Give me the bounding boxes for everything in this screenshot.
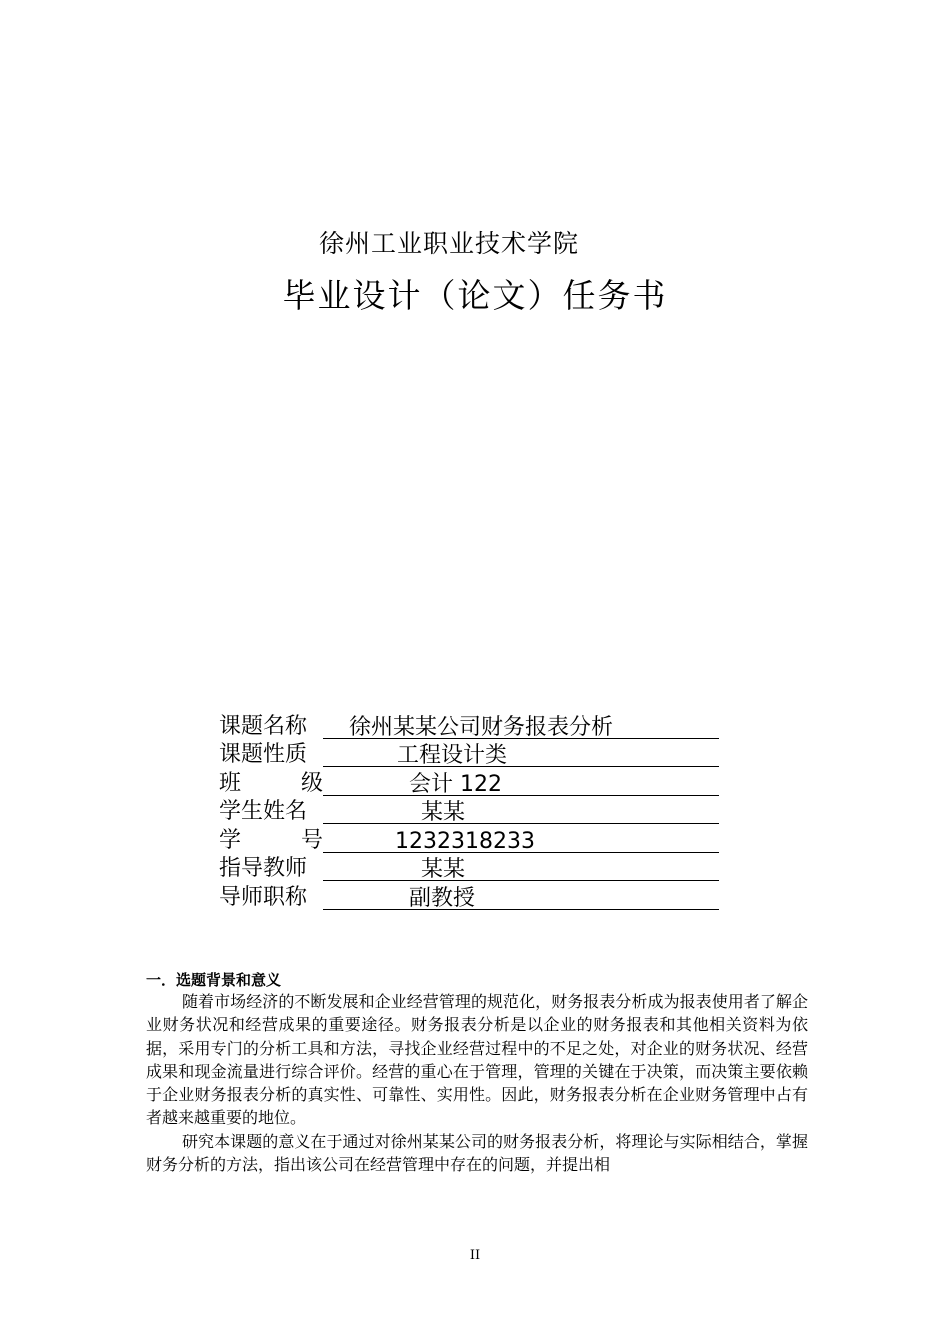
project-info-form [219, 710, 719, 910]
info-row-student-name [219, 796, 719, 825]
info-row-nature [219, 739, 719, 768]
info-label: 指导教师 [219, 856, 308, 881]
info-row-class [219, 767, 719, 796]
info-label: 班 级 [219, 770, 323, 796]
info-label: 课题名称 [219, 713, 308, 739]
info-label: 课题性质 [219, 742, 308, 767]
info-value: 1232318233 [323, 826, 719, 853]
page-number: II [469, 1248, 481, 1263]
info-value: 徐州某某公司财务报表分析 [323, 712, 719, 739]
info-value: 工程设计类 [323, 740, 719, 767]
paragraph: 随着市场经济的不断发展和企业经营管理的规范化，财务报表分析成为报表使用者了解企业财务状况和经营成果的重要途径。财务报表分析是以企业的财务报表和其他相关资料为依据，采用专门的分析工具和方法，寻找企业经营过程中的不足之处，对企业的财务状况、经营成果和现金流量进行综合评价。经营的重心在于管理，管理的关键在于决策，而决策主要依赖于企业财务报表分析的真实性、可靠性、实用性。因此，财务报表分析在企业财务管理中占有者越来越重要的地位。 [146, 992, 808, 1128]
info-label: 学生姓名 [219, 799, 308, 824]
info-row-advisor-title [219, 881, 719, 910]
info-label: 学 号 [219, 827, 323, 853]
document-title: 毕业设计（论文）任务书 [282, 276, 668, 315]
info-value: 某某 [323, 797, 719, 824]
info-value: 会计 122 [323, 769, 719, 796]
section-heading: 一．选题背景和意义 [146, 971, 282, 989]
info-row-advisor [219, 853, 719, 882]
background-section [146, 970, 808, 1176]
info-row-topic [219, 710, 719, 739]
school-name: 徐州工业职业技术学院 [318, 229, 579, 258]
info-value: 某某 [323, 854, 719, 881]
info-value: 副教授 [323, 883, 719, 910]
paragraph: 研究本课题的意义在于通过对徐州某某公司的财务报表分析，将理论与实际相结合，掌握财务分析的方法，指出该公司在经营管理中存在的问题，并提出相 [146, 1131, 808, 1175]
info-row-student-id [219, 824, 719, 853]
info-label: 导师职称 [219, 884, 308, 910]
